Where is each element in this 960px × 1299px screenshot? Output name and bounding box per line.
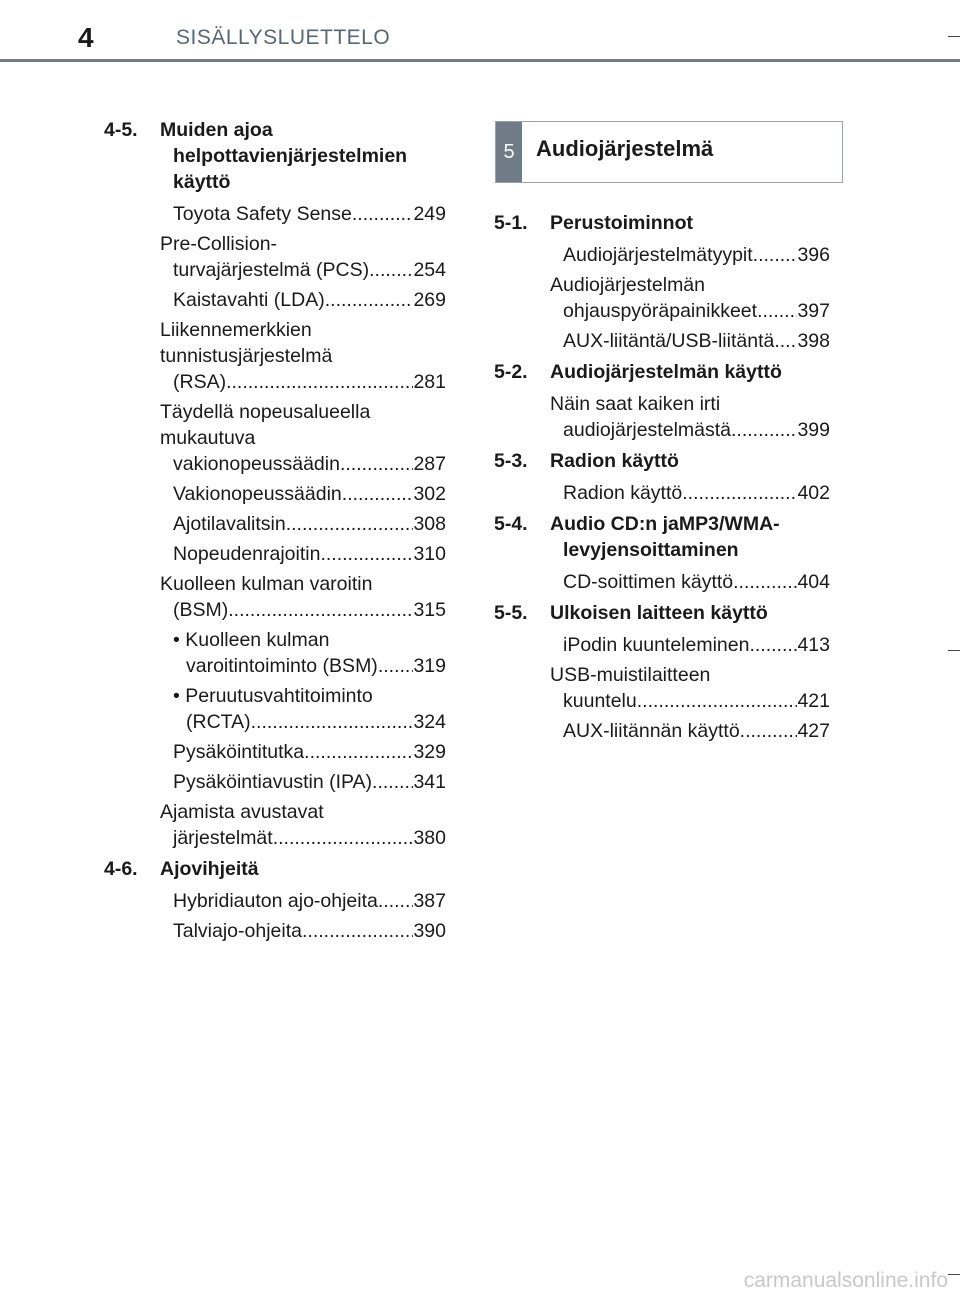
toc-page-number: 421 (797, 690, 830, 712)
toc-entry-title: Vakionopeussäädin (173, 483, 342, 505)
toc-page-number: 249 (413, 203, 446, 225)
section-number: 5-3. (494, 450, 528, 472)
toc-entry-row (563, 417, 830, 443)
section-title-line: Perustoiminnot (550, 212, 694, 234)
dot-leader (378, 653, 414, 679)
toc-entry-line: Liikennemerkkien (160, 319, 312, 341)
section-title (550, 448, 830, 474)
page-number: 4 (78, 22, 94, 53)
crop-mark (948, 36, 960, 37)
toc-entry (160, 918, 446, 944)
toc-entry-title: vakionopeussäädin (173, 453, 340, 475)
section-title-line: Ajovihjeitä (160, 858, 259, 880)
toc-entry-line: tunnistusjärjestelmä (160, 345, 333, 367)
dot-leader (378, 888, 414, 914)
toc-page-number: 315 (413, 599, 446, 621)
crop-mark (948, 650, 960, 651)
page-header (0, 0, 960, 62)
toc-entry-row (563, 632, 830, 658)
toc-page-number: 310 (413, 543, 446, 565)
toc-page-number: 396 (797, 244, 830, 266)
toc-page-number: 387 (413, 890, 446, 912)
section-title-line: Muiden ajoa helpottavien (160, 119, 288, 167)
toc-entry (160, 399, 446, 477)
toc-entry-title: Pysäköintiavustin (IPA) (173, 771, 373, 793)
header-rule (0, 59, 960, 62)
dot-leader (352, 201, 414, 227)
section-title-line: järjestelmien käyttö (173, 145, 408, 193)
section-title-line: Audio CD:n ja (550, 513, 679, 535)
toc-entry-title: kuuntelu (563, 690, 637, 712)
toc-page-number: 287 (413, 453, 446, 475)
toc-entry-title: (RCTA) (186, 711, 251, 733)
toc-page-number: 281 (413, 371, 446, 393)
dot-leader (286, 511, 414, 537)
toc-entry-title: CD-soittimen käyttö (563, 571, 734, 593)
toc-entry-title: Pysäköintitutka (173, 741, 305, 763)
toc-entry-row (173, 481, 446, 507)
toc-entry-title: Ajotilavalitsin (173, 513, 286, 535)
toc-entry-line: Audiojärjestelmän (550, 274, 706, 296)
toc-entry-row (173, 825, 446, 851)
toc-entry (550, 662, 830, 714)
toc-entry-row (186, 653, 446, 679)
section-title (160, 856, 446, 882)
toc-page-number: 427 (797, 720, 830, 742)
section-title-line: Radion käyttö (550, 450, 679, 472)
section-title-line: Ulkoisen laitteen käyttö (550, 602, 768, 624)
dot-leader (251, 709, 414, 735)
section-title-line: Audiojärjestelmän käyttö (550, 361, 782, 383)
toc-entry-line: Pre-Collision- (160, 233, 278, 255)
toc-entry-line: Täydellä nopeusalueella (160, 401, 371, 423)
toc-entry-title: (BSM) (173, 599, 229, 621)
toc-entry (160, 799, 446, 851)
section-title (550, 511, 830, 563)
toc-entry-title: Kaistavahti (LDA) (173, 289, 325, 311)
toc-entry (550, 272, 830, 324)
toc-entry-title: Toyota Safety Sense (173, 203, 352, 225)
toc-entry-row (173, 369, 446, 395)
dot-leader (369, 257, 413, 283)
toc-entry-row (563, 242, 830, 268)
section-number: 5-1. (494, 212, 528, 234)
toc-entry (160, 739, 446, 765)
toc-entry (160, 571, 446, 623)
chapter-title: Audiojärjestelmä (536, 136, 714, 161)
toc-entry (550, 391, 830, 443)
toc-entry-line: mukautuva (160, 427, 256, 449)
dot-leader (733, 569, 797, 595)
toc-entry-title: Nopeudenrajoitin (173, 543, 321, 565)
toc-entry-row (563, 480, 830, 506)
toc-entry-title: Hybridiauton ajo-ohjeita (173, 890, 378, 912)
toc-entry-line: USB-muistilaitteen (550, 664, 711, 686)
toc-entry (160, 769, 446, 795)
toc-entry-line: Kuolleen kulman varoitin (160, 573, 373, 595)
toc-page-number: 402 (797, 482, 830, 504)
dot-leader (342, 481, 414, 507)
toc-entry-title: turvajärjestelmä (PCS) (173, 259, 370, 281)
dot-leader (774, 328, 797, 354)
toc-page-number: 404 (797, 571, 830, 593)
section-title-line: soittaminen (629, 539, 739, 561)
toc-entry (173, 627, 446, 679)
toc-entry (160, 511, 446, 537)
toc-page-number: 329 (413, 741, 446, 763)
toc-page-number: 399 (797, 419, 830, 441)
section-title (550, 210, 830, 236)
toc-page-number: 254 (413, 259, 446, 281)
dot-leader (340, 451, 413, 477)
toc-entry-title: Talviajo-ohjeita (173, 920, 302, 942)
toc-entry-title: AUX-liitännän käyttö (563, 720, 740, 742)
toc-entry (550, 718, 830, 744)
dot-leader (682, 480, 797, 506)
toc-entry-line: Näin saat kaiken irti (550, 393, 721, 415)
dot-leader (637, 688, 798, 714)
toc-page-number: 319 (413, 655, 446, 677)
toc-page-number: 397 (797, 300, 830, 322)
toc-entry (173, 683, 446, 735)
toc-page-number: 269 (413, 289, 446, 311)
toc-entry-title: (RSA) (173, 371, 227, 393)
dot-leader (228, 597, 413, 623)
toc-entry (160, 231, 446, 283)
dot-leader (740, 718, 798, 744)
toc-entry-title: varoitintoiminto (BSM) (186, 655, 378, 677)
dot-leader (273, 825, 414, 851)
toc-entry-title: Audiojärjestelmätyypit (563, 244, 753, 266)
dot-leader (372, 769, 413, 795)
toc-entry-title: AUX-liitäntä/USB-liitäntä (563, 330, 775, 352)
toc-entry-row (563, 328, 830, 354)
toc-section-heading (494, 511, 830, 563)
dot-leader (320, 541, 413, 567)
dot-leader (757, 298, 797, 324)
dot-leader (226, 369, 413, 395)
section-number: 4-6. (104, 858, 138, 880)
toc-entry-title: iPodin kuunteleminen (563, 634, 750, 656)
toc-section-heading (104, 856, 446, 882)
toc-entry-row (173, 541, 446, 567)
toc-page-number: 398 (797, 330, 830, 352)
toc-entry-line: • Kuolleen kulman (173, 629, 330, 651)
toc-entry-row (173, 739, 446, 765)
crop-mark (948, 1274, 960, 1275)
section-number: 4-5. (104, 119, 138, 141)
toc-entry-row (173, 287, 446, 313)
toc-entry-title: Radion käyttö (563, 482, 683, 504)
section-number: 5-4. (494, 513, 528, 535)
section-number: 5-5. (494, 602, 528, 624)
toc-entry (160, 201, 446, 227)
toc-entry-row (173, 511, 446, 537)
toc-entry-row (173, 201, 446, 227)
toc-entry-row (563, 688, 830, 714)
toc-page-number: 302 (413, 483, 446, 505)
toc-entry-row (173, 918, 446, 944)
toc-entry (550, 328, 830, 354)
section-title (550, 359, 830, 385)
dot-leader (749, 632, 797, 658)
toc-page-number: 390 (413, 920, 446, 942)
toc-entry (550, 480, 830, 506)
toc-entry (160, 481, 446, 507)
toc-entry-row (173, 769, 446, 795)
toc-entry (160, 287, 446, 313)
dot-leader (325, 287, 414, 313)
toc-entry-row (173, 597, 446, 623)
section-number: 5-2. (494, 361, 528, 383)
toc-entry-row (563, 569, 830, 595)
section-title (550, 600, 830, 626)
toc-section-heading (104, 117, 446, 195)
chapter-heading (495, 121, 843, 183)
toc-entry-line: Ajamista avustavat (160, 801, 324, 823)
section-title (160, 117, 446, 195)
toc-page-number: 341 (413, 771, 446, 793)
toc-entry-row (186, 709, 446, 735)
watermark: carmanualsonline.info (743, 1269, 948, 1292)
section-title-line: MP3/WMA-levyjen (563, 513, 780, 561)
toc-entry (160, 888, 446, 914)
toc-page-number: 308 (413, 513, 446, 535)
toc-entry-row (563, 298, 830, 324)
toc-entry-title: ohjauspyöräpainikkeet (563, 300, 758, 322)
toc-page-number: 380 (413, 827, 446, 849)
dot-leader (302, 918, 413, 944)
toc-entry-title: järjestelmät (173, 827, 273, 849)
toc-entry-title: audiojärjestelmästä (563, 419, 732, 441)
header-title: SISÄLLYSLUETTELO (176, 26, 391, 49)
toc-page-number: 324 (413, 711, 446, 733)
toc-section-heading (494, 210, 830, 236)
toc-entry-row (173, 257, 446, 283)
toc-section-heading (494, 359, 830, 385)
toc-entry-row (173, 451, 446, 477)
toc-section-heading (494, 448, 830, 474)
toc-entry (550, 242, 830, 268)
toc-left-column (104, 112, 446, 948)
toc-right-column (494, 205, 830, 748)
toc-entry-line: • Peruutusvahtitoiminto (173, 685, 373, 707)
toc-entry (160, 541, 446, 567)
toc-entry (160, 317, 446, 395)
dot-leader (753, 242, 798, 268)
toc-entry-row (173, 888, 446, 914)
toc-section-heading (494, 600, 830, 626)
dot-leader (304, 739, 413, 765)
toc-entry (550, 632, 830, 658)
toc-entry-row (563, 718, 830, 744)
toc-entry (550, 569, 830, 595)
dot-leader (731, 417, 797, 443)
chapter-number-tab: 5 (496, 122, 522, 182)
toc-page-number: 413 (797, 634, 830, 656)
